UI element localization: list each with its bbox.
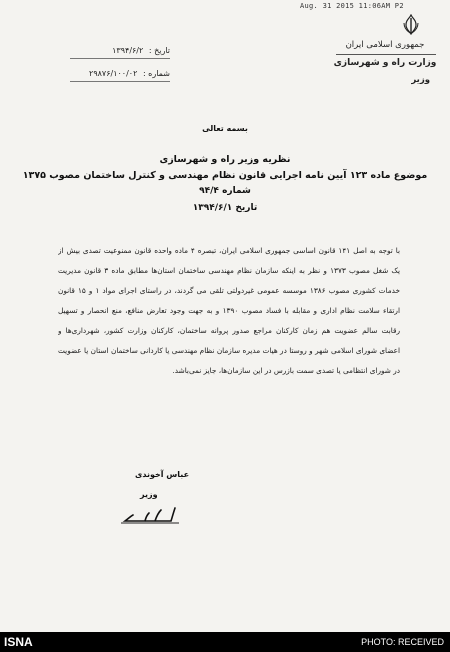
body-line: با توجه به اصل ۱۴۱ قانون اساسی جمهوری اسلامی ایران، تبصره ۴ ماده واحده قانون ممنوعیت تصدی بیش از xyxy=(58,246,400,255)
letterhead-divider xyxy=(336,54,436,55)
title-line-3: شماره ۹۴/۴ xyxy=(199,186,251,196)
date-value: ۱۳۹۴/۶/۲ xyxy=(112,46,144,55)
fax-header: Aug. 31 2015 11:06AM P2 xyxy=(300,2,404,10)
handwritten-signature xyxy=(115,504,185,526)
letter-date xyxy=(70,46,170,55)
date-underline xyxy=(70,58,170,59)
letterhead-country: جمهوری اسلامی ایران xyxy=(345,40,425,50)
body-line: ارتقاء سلامت نظام اداری و مقابله با فساد مصوب ۱۳۹۰ و به جهت وجود تعارض منافع، منع انحصار و تسهیل xyxy=(58,306,400,315)
letter-number xyxy=(70,69,170,78)
photo-credit-bar xyxy=(0,632,450,652)
number-label: شماره : xyxy=(142,69,170,78)
bismillah: بسمه تعالی xyxy=(202,124,248,133)
body-line: یک شغل مصوب ۱۳۷۳ و نظر به اینکه سازمان نظام مهندسی ساختمان استان‌ها مطابق ماده ۳ قانون مدیریت xyxy=(58,266,400,275)
title-line-2: موضوع ماده ۱۲۳ آیین نامه اجرایی قانون نظام مهندسی و کنترل ساختمان مصوب ۱۳۷۵ xyxy=(22,170,428,181)
letterhead-ministry: وزارت راه و شهرسازی xyxy=(333,58,437,68)
agency-logo: ISNA xyxy=(4,635,33,649)
title-line-4: تاریخ ۱۳۹۴/۶/۱ xyxy=(192,203,258,213)
body-line: رقابت سالم عضویت هم زمان کارکنان مراجع صدور پروانه ساختمان، کارکنان وزارت کشور، شهرداری‌ها و xyxy=(58,326,400,335)
title-line-1: نظریه وزیر راه و شهرسازی xyxy=(159,154,291,165)
body-line: در شورای انتظامی یا تصدی سمت بازرس در این سازمان‌ها، جایز نمی‌باشد. xyxy=(172,366,400,375)
signatory-name: عباس آخوندی xyxy=(135,470,190,479)
body-line: اعضای شورای اسلامی شهر و روستا در هیات مدیره سازمان نظام مهندسی یا کاردانی ساختمان استان یا عضویت xyxy=(58,346,400,355)
body-line: خدمات کشوری مصوب ۱۳۸۶ موسسه عمومی غیردولتی تلقی می گردند، در راستای اجرای مواد ۱ و ۱۵ قانون xyxy=(58,286,400,295)
iran-emblem-icon xyxy=(402,14,420,36)
signatory-title: وزیر xyxy=(140,490,158,499)
number-value: ۲۹۸۷۶/۱۰۰/۰۲ xyxy=(89,69,138,78)
letterhead-office: وزیر xyxy=(411,75,430,85)
date-label: تاریخ : xyxy=(148,46,170,55)
number-underline xyxy=(70,81,170,82)
photo-credit: PHOTO: RECEIVED xyxy=(361,637,444,647)
